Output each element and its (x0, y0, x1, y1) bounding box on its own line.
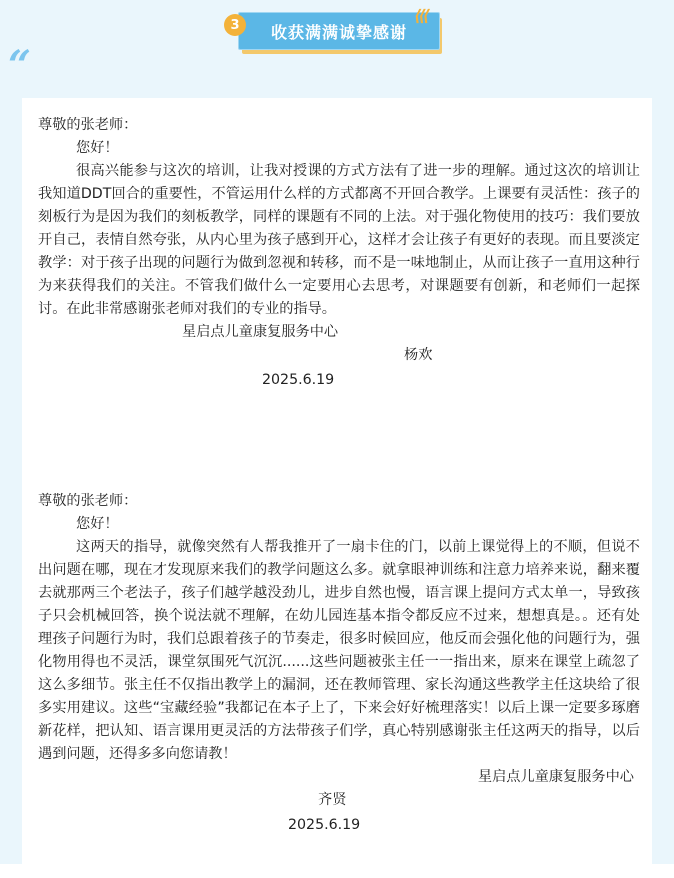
letter-signature: 杨欢 (404, 347, 433, 363)
letter-salutation: 尊敬的张老师： (38, 493, 138, 509)
letter-signature: 齐贤 (318, 792, 347, 808)
letter-salutation: 尊敬的张老师： (38, 117, 138, 133)
letter-organization: 星启点儿童康复服务中心 (182, 324, 339, 340)
letter-body: 这两天的指导，就像突然有人帮我推开了一扇卡住的门，以前上课觉得上的不顺，但说不出问题在哪，现在才发现原来我们的教学问题这么多。就拿眼神训练和注意力培养来说，翻来覆去就那两三个老法子，孩子们越学越没劲儿，进步自然也慢，语言课上提问方式太单一，导致孩子只会机械回答，换个说法就不理解，在幼儿园连基本指令都反应不过来，想想真是。。还有处理孩子问题行为时，我们总跟着孩子的节奏走，很多时候回应，他反而会强化他的问题行为，强化物用得也不灵活，课堂氛围死气沉沉......这些问题被张主任一一指出来，原来在课堂上疏忽了这么多细节。张主任不仅指出教学上的漏洞，还在教师管理、家长沟通这些教学主任这块给了很多实用建议。这些“宝藏经验”我都记在本子上了，下来会好好梳理落实！以后上课一定要多琢磨新花样，把认知、语言课用更灵活的方法带孩子们学，真心特别感谢张主任这两天的指导，以后遇到问题，还得多多向您请教！ (38, 539, 640, 762)
letter-greeting: 您好！ (76, 140, 119, 156)
letter-2 (38, 490, 640, 837)
section-header (224, 8, 446, 52)
chevrons-icon: ⟨⟨⟨ (414, 6, 427, 25)
letter-greeting: 您好！ (76, 516, 119, 532)
letter-date: 2025.6.19 (262, 372, 335, 388)
letter-body: 很高兴能参与这次的培训，让我对授课的方式方法有了进一步的理解。通过这次的培训让我知道DDT回合的重要性，不管运用什么样的方式都离不开回合教学。上课要有灵活性：孩子的刻板行为是因为我们的刻板教学，同样的课题有不同的上法。对于强化物使用的技巧：我们要放开自己，表情自然夸张，从内心里为孩子感到开心，这样才会让孩子有更好的表现。而且要淡定教学：对于孩子出现的问题行为做到忽视和转移，而不是一味地制止，从而让孩子一直用这种行为来获得我们的关注。不管我们做什么一定要用心去思考，对课题要有创新，和老师们一起探讨。在此非常感谢张老师对我们的专业的指导。 (38, 163, 640, 317)
section-title: 收获满满诚挚感谢 (238, 12, 440, 50)
quote-icon: “ (8, 42, 32, 89)
letter-1 (38, 114, 640, 392)
letters-card (22, 98, 652, 878)
letter-date: 2025.6.19 (288, 817, 361, 833)
step-number-badge: 3 (224, 14, 246, 36)
letter-organization: 星启点儿童康复服务中心 (477, 769, 634, 785)
